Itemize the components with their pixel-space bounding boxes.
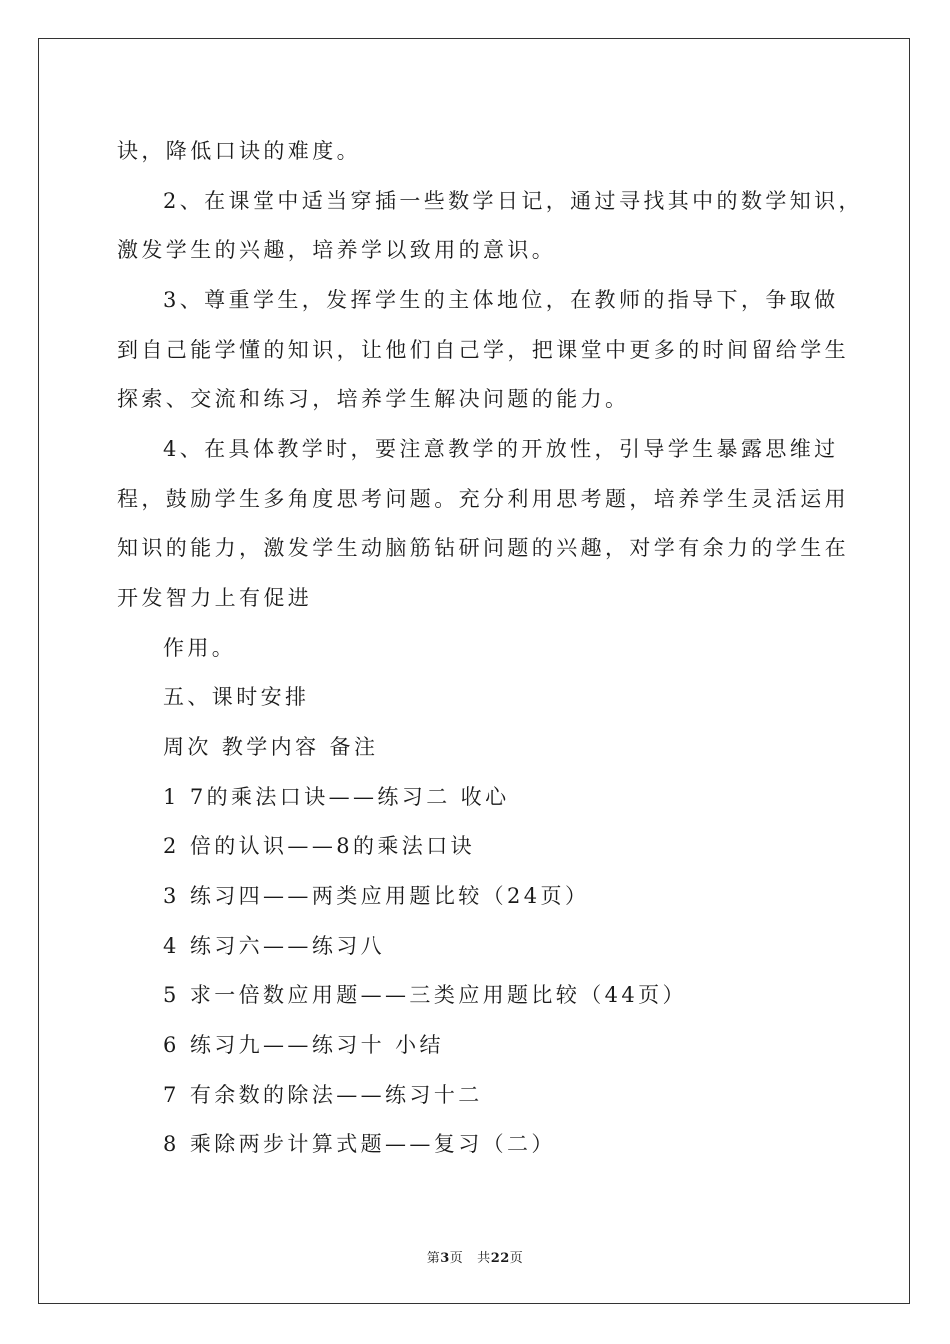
- text-line: 开发智力上有促进: [117, 586, 313, 610]
- footer-page-number: 3: [440, 1251, 450, 1266]
- text-line: 到自己能学懂的知识，让他们自己学，把课堂中更多的时间留给学生: [117, 338, 849, 362]
- schedule-row: 6 练习九——练习十 小结: [163, 1033, 444, 1057]
- page-border: [38, 38, 910, 1304]
- footer-total-suffix: 页: [509, 1251, 524, 1266]
- footer-page-suffix: 页: [449, 1251, 464, 1266]
- footer-total-pages: 22: [490, 1251, 510, 1266]
- schedule-row: 5 求一倍数应用题——三类应用题比较（44页）: [163, 983, 687, 1007]
- text-line: 程，鼓励学生多角度思考问题。充分利用思考题，培养学生灵活运用: [117, 487, 849, 511]
- text-line: 作用。: [163, 636, 237, 660]
- text-line: 4、在具体教学时，要注意教学的开放性，引导学生暴露思维过: [163, 437, 839, 461]
- schedule-row: 7 有余数的除法——练习十二: [163, 1083, 483, 1107]
- footer-total-prefix: 共: [477, 1251, 491, 1266]
- text-line: 3、尊重学生，发挥学生的主体地位，在教师的指导下，争取做: [163, 288, 839, 312]
- text-line: 知识的能力，激发学生动脑筋钻研问题的兴趣，对学有余力的学生在: [117, 536, 849, 560]
- schedule-row: 8 乘除两步计算式题——复习（二）: [163, 1132, 556, 1156]
- schedule-row: 1 7的乘法口诀——练习二 收心: [163, 785, 510, 809]
- schedule-header: 周次 教学内容 备注: [163, 735, 379, 759]
- schedule-row: 3 练习四——两类应用题比较（24页）: [163, 884, 590, 908]
- schedule-row: 4 练习六——练习八: [163, 934, 386, 958]
- text-line: 2、在课堂中适当穿插一些数学日记，通过寻找其中的数学知识，: [163, 189, 863, 213]
- text-line: 探索、交流和练习，培养学生解决问题的能力。: [117, 387, 630, 411]
- footer-page-prefix: 第: [426, 1251, 441, 1266]
- section-heading: 五、课时安排: [163, 685, 310, 709]
- text-line: 诀，降低口诀的难度。: [117, 139, 361, 163]
- schedule-row: 2 倍的认识——8的乘法口诀: [163, 834, 475, 858]
- text-line: 激发学生的兴趣，培养学以致用的意识。: [117, 238, 557, 262]
- page-footer: [0, 1247, 950, 1266]
